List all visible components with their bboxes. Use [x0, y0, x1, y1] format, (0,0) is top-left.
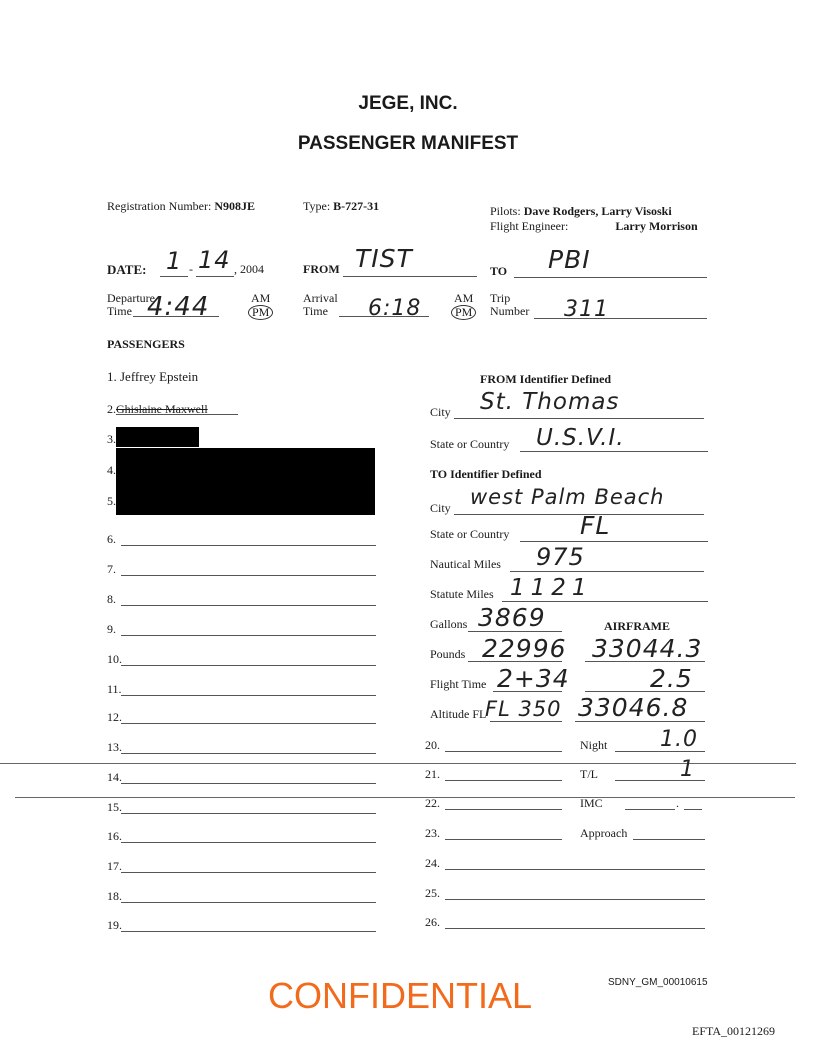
passenger-line [121, 931, 376, 932]
arrival-time-value: 6:18 [368, 296, 422, 321]
passenger-row: 12. [107, 710, 122, 724]
flight-time-label: Flight Time [430, 677, 487, 691]
passenger-row: 1. Jeffrey Epstein [107, 369, 199, 384]
nautical-miles-value: 975 [536, 543, 585, 571]
passenger-row: 11. [107, 682, 122, 696]
registration-label: Registration Number: [107, 199, 212, 213]
from-city-label: City [430, 405, 451, 419]
registration-value: N908JE [214, 199, 255, 213]
to-city-label: City [430, 501, 451, 515]
departure-time-value: 4:44 [147, 292, 210, 322]
to-identifier-heading: TO Identifier Defined [430, 467, 542, 481]
redaction-block [116, 427, 199, 447]
confidential-stamp: CONFIDENTIAL [268, 975, 533, 1016]
passenger-line [121, 872, 376, 873]
line-24-number: 24. [425, 856, 440, 870]
type-field [303, 199, 379, 214]
passenger-row: 10. [107, 652, 122, 666]
passenger-row: 5. [107, 494, 116, 508]
airframe-total-1: 33044.3 [592, 634, 703, 663]
trip-label: Trip Number [490, 291, 530, 318]
departure-label: Departure Time [107, 291, 155, 318]
passenger-row: 4. [107, 463, 116, 477]
passenger-row: 3. [107, 432, 116, 446]
tl-label: T/L [580, 767, 598, 781]
passenger-line [121, 813, 376, 814]
from-identifier-heading: FROM Identifier Defined [480, 372, 612, 386]
passenger-row: 19. [107, 918, 122, 932]
from-city-value: St. Thomas [480, 389, 620, 415]
imc-label: IMC [580, 796, 603, 810]
pounds-label: Pounds [430, 647, 466, 661]
registration-field [107, 199, 255, 214]
from-label: FROM [303, 262, 340, 276]
from-value: TIST [355, 244, 413, 273]
passenger-line [121, 783, 376, 784]
page-title: PASSENGER MANIFEST [297, 133, 519, 154]
from-state-value: U.S.V.I. [536, 425, 625, 451]
pounds-value: 22996 [482, 634, 567, 663]
passenger-line [121, 902, 376, 903]
passenger-row: 6. [107, 532, 116, 546]
type-value: B-727-31 [333, 199, 380, 213]
pilots-value: Dave Rodgers, Larry Visoski [523, 204, 672, 218]
statute-miles-label: Statute Miles [430, 587, 494, 601]
passenger-row: 18. [107, 889, 122, 903]
line-22-number: 22. [425, 796, 440, 810]
gallons-value: 3869 [478, 603, 546, 632]
line-25-number: 25. [425, 886, 440, 900]
passengers-heading: PASSENGERS [107, 337, 185, 351]
passenger-row: 7. [107, 562, 116, 576]
date-month: 1 [166, 247, 183, 275]
to-value: PBI [548, 245, 591, 274]
bates-number: SDNY_GM_00010615 [608, 977, 708, 988]
passenger-line [121, 545, 376, 546]
tl-value: 1 [680, 757, 695, 782]
passenger-line [121, 842, 376, 843]
arrival-label: Arrival Time [303, 291, 338, 318]
engineer-value: Larry Morrison [615, 219, 698, 233]
engineer-label: Flight Engineer: [490, 219, 569, 233]
pm-selected-marker: PM [451, 305, 476, 320]
passenger-row: 14. [107, 770, 122, 784]
passenger-row: 9. [107, 622, 116, 636]
passenger-line [121, 665, 376, 666]
airframe-total-2: 2.5 [650, 664, 693, 693]
altitude-value: FL 350 [485, 697, 562, 721]
to-city-value: west Palm Beach [470, 485, 665, 509]
engineer-field [490, 219, 698, 234]
passenger-row: 17. [107, 859, 122, 873]
company-name: JEGE, INC. [358, 93, 458, 114]
altitude-label: Altitude FL [430, 707, 487, 721]
departure-ampm: AM PM [248, 292, 273, 320]
to-label: TO [490, 264, 508, 278]
from-state-label: State or Country [430, 437, 510, 451]
pilots-label: Pilots: [490, 204, 521, 218]
line-21-number: 21. [425, 767, 440, 781]
divider-line [0, 763, 796, 764]
airframe-total-3: 33046.8 [578, 693, 689, 722]
passenger-line [121, 575, 376, 576]
line-23-number: 23. [425, 826, 440, 840]
arrival-ampm: AM PM [451, 292, 476, 320]
date-year: , 2004 [234, 262, 264, 276]
gallons-label: Gallons [430, 617, 468, 631]
passenger-row: 13. [107, 740, 122, 754]
night-label: Night [580, 738, 608, 752]
date-day: 14 [198, 246, 231, 274]
passenger-line [121, 695, 376, 696]
statute-miles-value: 1121 [510, 575, 593, 601]
efta-number: EFTA_00121269 [692, 1024, 776, 1038]
to-state-label: State or Country [430, 527, 510, 541]
redaction-block [116, 448, 375, 515]
passenger-line [121, 635, 376, 636]
nautical-miles-label: Nautical Miles [430, 557, 501, 571]
line-20-number: 20. [425, 738, 440, 752]
passenger-row: 8. [107, 592, 116, 606]
passenger-row: 15. [107, 800, 122, 814]
pilots-field [490, 204, 672, 219]
passenger-line [121, 605, 376, 606]
line-26-number: 26. [425, 915, 440, 929]
flight-time-value: 2+34 [497, 664, 570, 693]
pm-selected-marker: PM [248, 305, 273, 320]
approach-label: Approach [580, 826, 628, 840]
passenger-line [121, 753, 376, 754]
passenger-row: 2.Ghislaine Maxwell [107, 402, 208, 416]
passenger-row: 16. [107, 829, 122, 843]
type-label: Type: [303, 199, 331, 213]
airframe-heading: AIRFRAME [604, 619, 670, 633]
trip-number-value: 311 [564, 297, 609, 322]
passenger-line [121, 723, 376, 724]
night-value: 1.0 [660, 727, 698, 752]
date-label: DATE: [107, 262, 147, 277]
to-state-value: FL [580, 511, 611, 540]
